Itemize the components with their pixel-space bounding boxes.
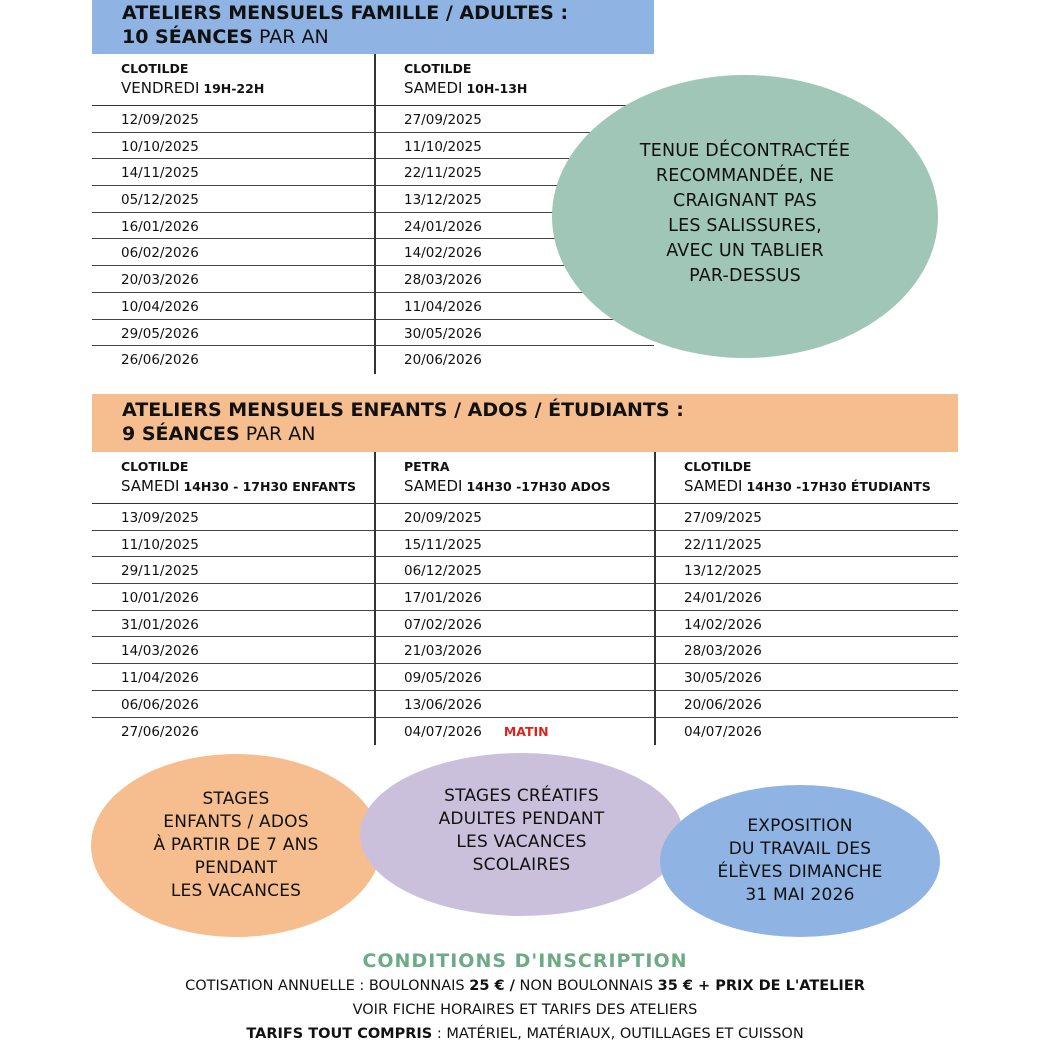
session-day (404, 77, 654, 100)
section1-column-vendredi (92, 54, 375, 373)
session-date: 13/06/2026 (404, 696, 482, 713)
time-label: 14H30 -17H30 ÉTUDIANTS (746, 479, 931, 494)
session-date: 10/04/2026 (121, 298, 199, 315)
date-row (655, 531, 958, 558)
session-date: 12/09/2025 (121, 112, 199, 128)
date-row (375, 664, 655, 691)
teacher-name: CLOTILDE (121, 459, 189, 474)
session-date: 24/01/2026 (404, 218, 482, 235)
section1-title: ATELIERS MENSUELS FAMILLE / ADULTES : (122, 2, 569, 24)
session-date: 26/06/2026 (121, 352, 199, 369)
date-row (375, 584, 655, 611)
session-date: 20/06/2026 (404, 352, 482, 369)
tarifs-line: TARIFS TOUT COMPRIS : MATÉRIEL, MATÉRIAUX, OUTILLAGES ET CUISSON (246, 1026, 804, 1042)
session-day (404, 475, 655, 498)
column-header (375, 54, 654, 106)
session-day (684, 475, 958, 498)
teacher-name: PETRA (404, 459, 450, 474)
session-date: 28/03/2026 (684, 643, 762, 660)
day-label: VENDREDI (121, 79, 200, 97)
dress-code-text: TENUE DÉCONTRACTÉE RECOMMANDÉE, NE CRAIGNANT PAS LES SALISSURES, AVEC UN TABLIER PAR-DESSUS (639, 141, 851, 286)
session-date: 14/03/2026 (121, 643, 199, 660)
section2-column-etudiants (655, 452, 958, 744)
session-date: 09/05/2026 (404, 670, 482, 687)
date-row (655, 691, 958, 718)
teacher-name: CLOTILDE (684, 459, 752, 474)
section1-sessions: 10 SÉANCES PAR AN (122, 26, 329, 48)
day-label: SAMEDI (121, 477, 180, 495)
session-date: 10/01/2026 (121, 590, 199, 607)
session-date: 22/11/2025 (684, 536, 762, 553)
session-date: 06/02/2026 (121, 245, 199, 262)
date-row (92, 133, 375, 160)
cotisation-line: COTISATION ANNUELLE : BOULONNAIS 25 € / NON BOULONNAIS 35 € + PRIX DE L'ATELIER (185, 978, 865, 994)
stages-adultes-text: STAGES CRÉATIFS ADULTES PENDANT LES VACANCES SCOLAIRES (438, 785, 605, 875)
date-row (375, 637, 655, 664)
session-date: 27/09/2025 (684, 510, 762, 526)
date-row (655, 718, 958, 745)
session-date: 28/03/2026 (404, 272, 482, 289)
session-date: 17/01/2026 (404, 590, 482, 607)
section2-title: ATELIERS MENSUELS ENFANTS / ADOS / ÉTUDIANTS : (122, 399, 684, 421)
column-header (92, 54, 375, 106)
day-label: SAMEDI (404, 477, 463, 495)
session-date: 30/05/2026 (404, 325, 482, 342)
date-row (655, 664, 958, 691)
date-row (92, 266, 375, 293)
day-label: SAMEDI (404, 79, 463, 97)
date-row (92, 239, 375, 266)
session-date: 06/06/2026 (121, 696, 199, 713)
stages-adultes-bubble (360, 753, 683, 916)
date-row (375, 691, 655, 718)
date-row (92, 718, 375, 745)
date-row (92, 531, 375, 558)
session-date: 11/10/2025 (404, 138, 482, 155)
section1-header (92, 0, 654, 54)
session-date: 13/12/2025 (684, 563, 762, 580)
conditions-title: CONDITIONS D'INSCRIPTION (362, 950, 688, 972)
date-row (375, 504, 655, 531)
session-date: 11/04/2026 (404, 298, 482, 315)
time-label: 19H-22H (203, 81, 265, 96)
column-divider (654, 452, 656, 745)
exposition-text: EXPOSITION DU TRAVAIL DES ÉLÈVES DIMANCHE 31 MAI 2026 (717, 816, 883, 905)
date-row (92, 611, 375, 638)
time-label: 10H-13H (466, 81, 528, 96)
date-row (92, 584, 375, 611)
session-date: 22/11/2025 (404, 165, 482, 182)
date-row (92, 106, 375, 133)
day-label: SAMEDI (684, 477, 743, 495)
date-row (92, 504, 375, 531)
date-row (92, 691, 375, 718)
date-row (375, 718, 655, 745)
date-row (92, 664, 375, 691)
teacher-name: CLOTILDE (121, 61, 189, 76)
conditions-section (0, 948, 1050, 1046)
session-date: 05/12/2025 (121, 192, 199, 209)
session-date: 10/10/2025 (121, 138, 199, 155)
date-row (92, 320, 375, 347)
date-row (92, 293, 375, 320)
date-row (92, 346, 375, 373)
session-date: 11/10/2025 (121, 536, 199, 553)
session-date: 07/02/2026 (404, 616, 482, 633)
session-date: 27/09/2025 (404, 112, 482, 128)
date-row (92, 186, 375, 213)
date-row (375, 611, 655, 638)
date-row (375, 557, 655, 584)
session-date: 04/07/2026 (684, 723, 762, 740)
date-row (92, 159, 375, 186)
session-date: 13/09/2025 (121, 510, 199, 526)
stages-enfants-text: STAGES ENFANTS / ADOS À PARTIR DE 7 ANS PENDANT LES VACANCES (153, 789, 319, 901)
date-row (92, 557, 375, 584)
section2-column-ados (375, 452, 655, 744)
session-date: 21/03/2026 (404, 643, 482, 660)
matin-tag: MATIN (503, 723, 549, 739)
column-header (655, 452, 958, 504)
session-date: 20/09/2025 (404, 510, 482, 526)
session-date: 14/11/2025 (121, 165, 199, 182)
session-date: 14/02/2026 (404, 245, 482, 262)
session-date: 29/11/2025 (121, 563, 199, 580)
session-date: 11/04/2026 (121, 670, 199, 687)
date-row (375, 531, 655, 558)
session-date: 14/02/2026 (684, 616, 762, 633)
session-date: 13/12/2025 (404, 192, 482, 209)
time-label: 14H30 -17H30 ADOS (466, 479, 611, 494)
session-date: 24/01/2026 (684, 590, 762, 607)
teacher-name: CLOTILDE (404, 61, 472, 76)
date-row (655, 504, 958, 531)
session-date: 06/12/2025 (404, 563, 482, 580)
date-row (655, 584, 958, 611)
dress-code-note (552, 75, 938, 358)
column-divider (374, 54, 376, 374)
section2-column-enfants (92, 452, 375, 744)
date-row (375, 320, 654, 347)
session-date: 31/01/2026 (121, 616, 199, 633)
session-date: 27/06/2026 (121, 723, 199, 740)
column-header (375, 452, 655, 504)
column-divider (374, 452, 376, 745)
session-date: 30/05/2026 (684, 670, 762, 687)
session-date: 04/07/2026 (404, 723, 482, 740)
session-date: 20/06/2026 (684, 696, 762, 713)
session-date: 20/03/2026 (121, 272, 199, 289)
stages-enfants-bubble (91, 754, 381, 937)
section2-sessions: 9 SÉANCES PAR AN (122, 423, 316, 445)
time-label: 14H30 - 17H30 ENFANTS (183, 479, 356, 494)
session-day (121, 475, 375, 498)
exposition-bubble (660, 785, 940, 937)
fiche-horaires-line: VOIR FICHE HORAIRES ET TARIFS DES ATELIERS (352, 1002, 698, 1018)
date-row (655, 557, 958, 584)
section2-header (92, 394, 958, 452)
date-row (655, 637, 958, 664)
date-row (375, 346, 654, 373)
date-row (92, 213, 375, 240)
session-date: 29/05/2026 (121, 325, 199, 342)
date-row (92, 637, 375, 664)
session-date: 15/11/2025 (404, 536, 482, 553)
date-row (655, 611, 958, 638)
column-header (92, 452, 375, 504)
session-day (121, 77, 375, 100)
session-date: 16/01/2026 (121, 218, 199, 235)
